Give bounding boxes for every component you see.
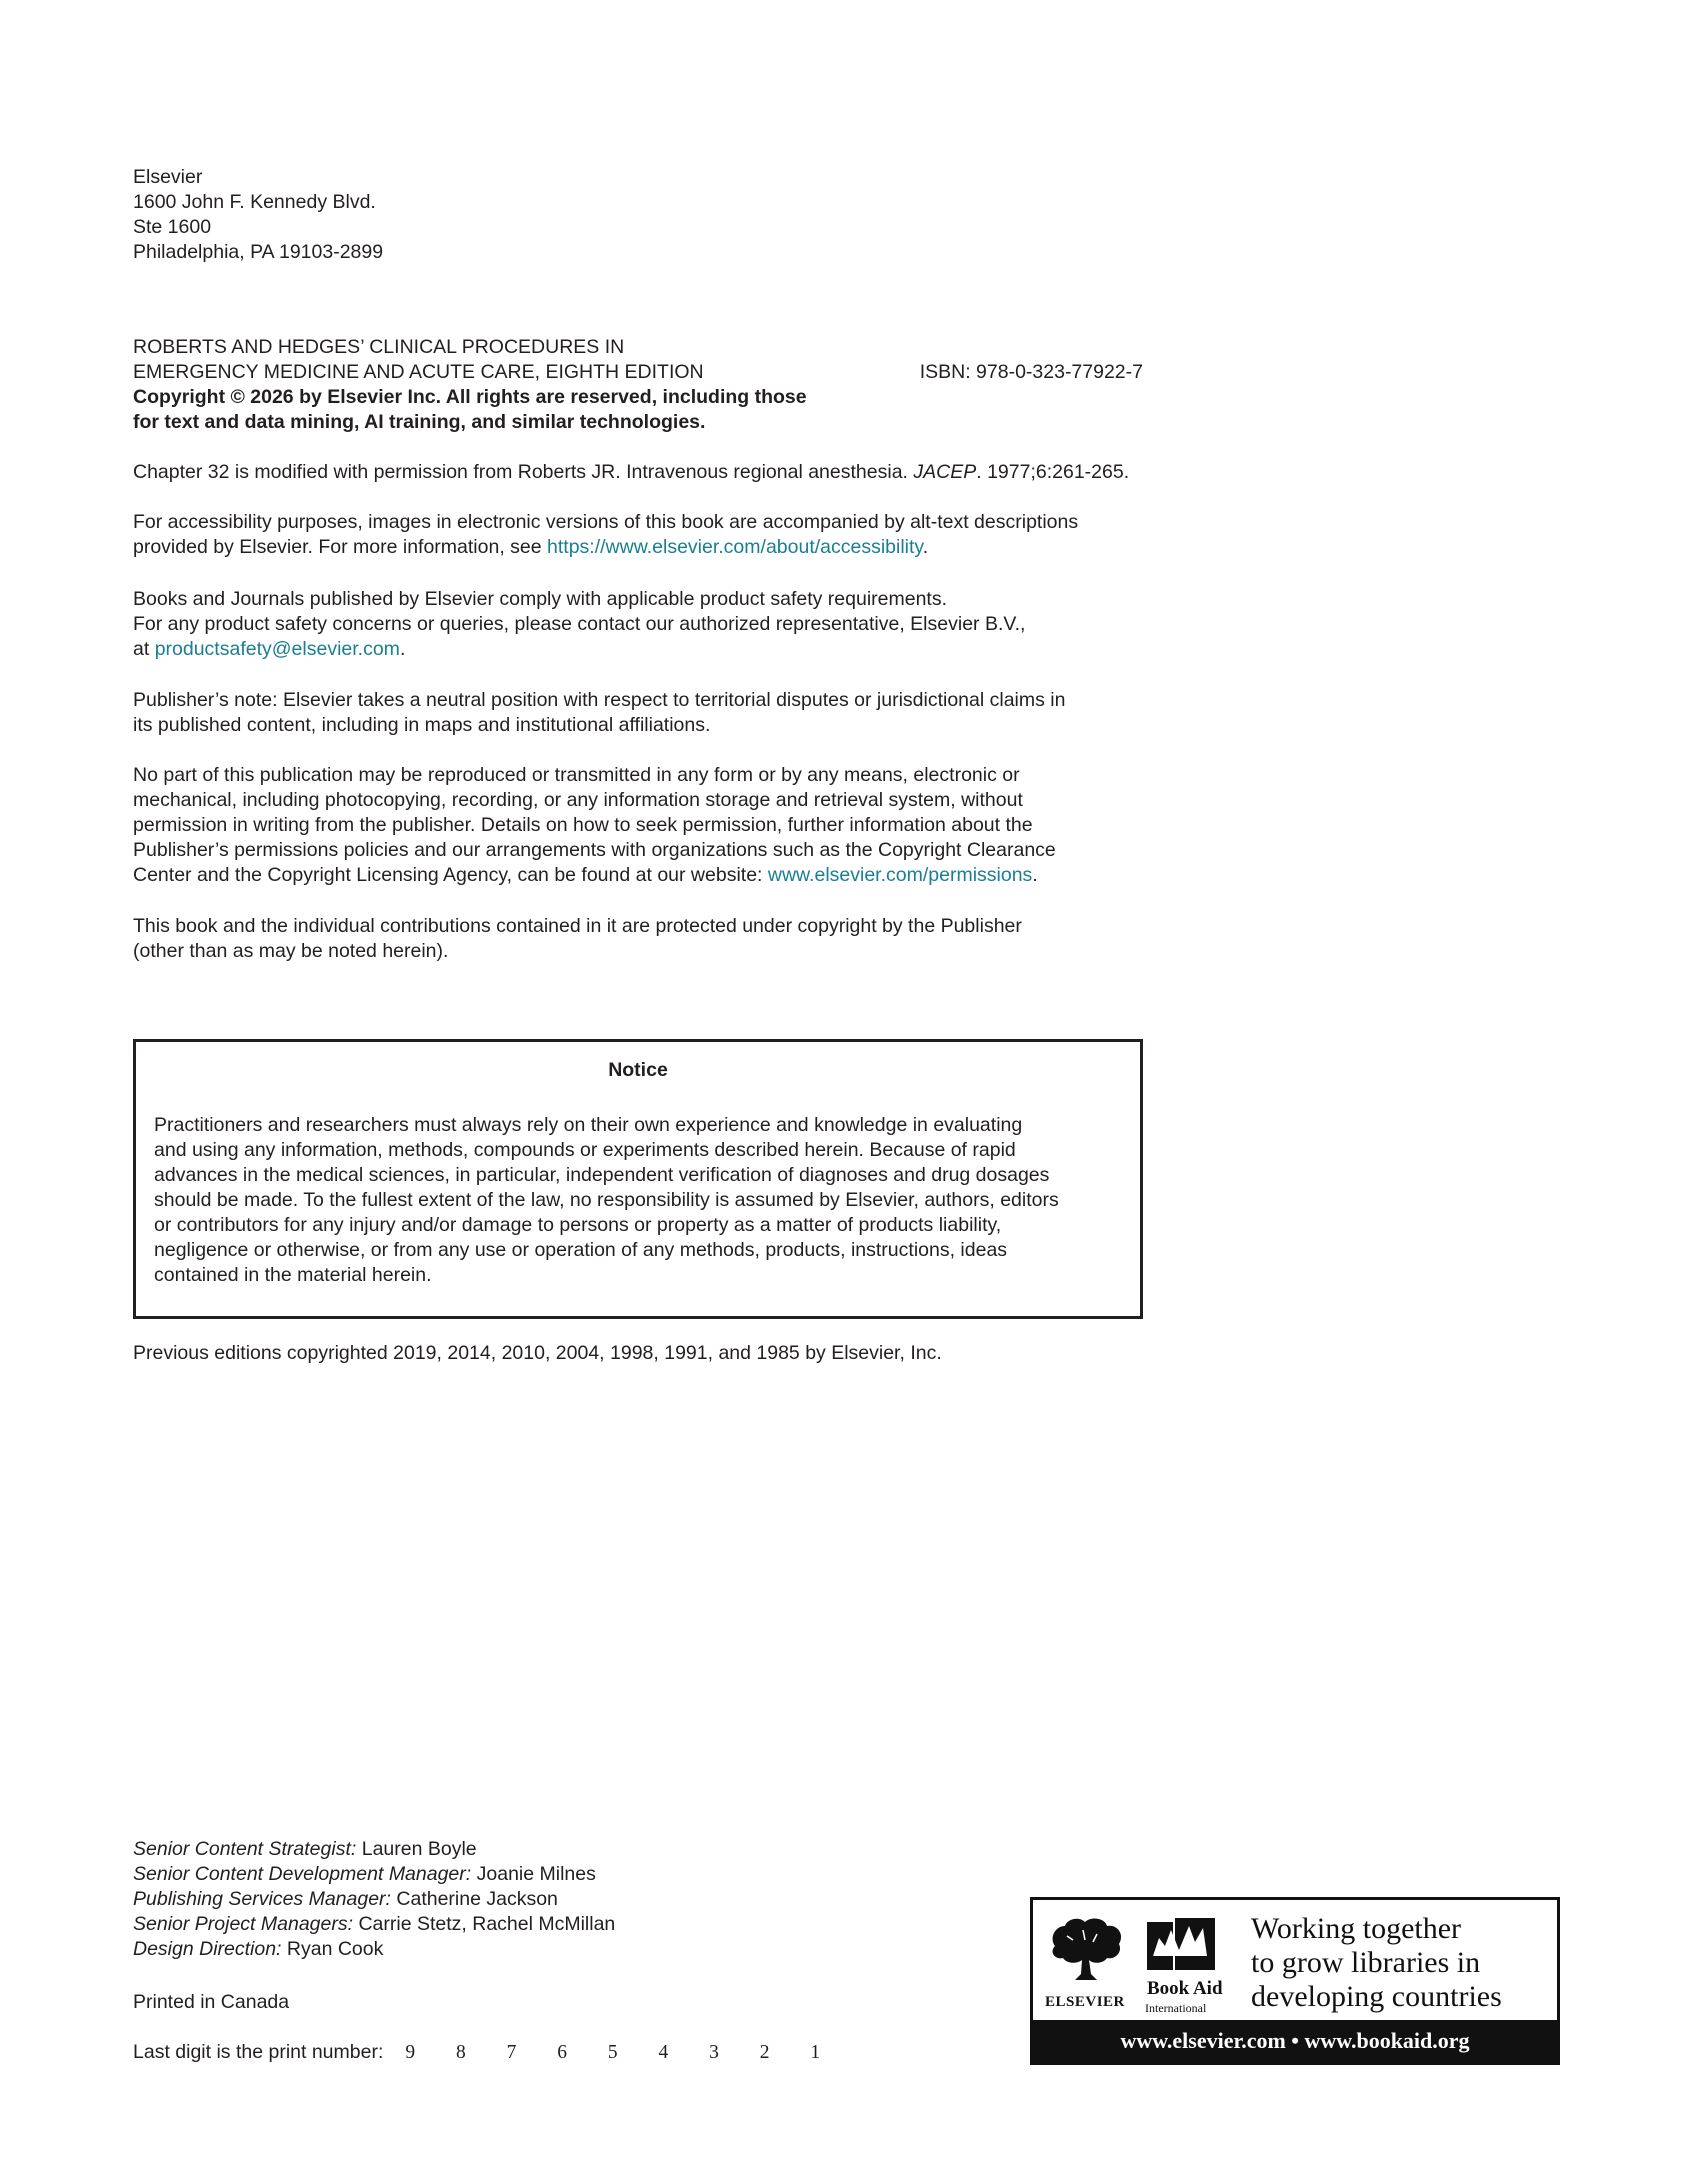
notice-body <box>154 1113 1122 1288</box>
credit-line <box>133 1912 833 1937</box>
credit-name: Lauren Boyle <box>361 1838 477 1860</box>
notice-title: Notice <box>608 1059 668 1081</box>
notice-line: negligence or otherwise, or from any use or operation of any methods, products, instructions, ideas <box>154 1239 1008 1261</box>
publishers-note-line: Publisher’s note: Elsevier takes a neutral position with respect to territorial disputes or jurisdictional claims in <box>133 689 1066 711</box>
safety-line: at <box>133 638 150 660</box>
credit-role: Senior Content Strategist: <box>133 1838 357 1860</box>
credit-name: Ryan Cook <box>286 1938 384 1960</box>
previous-editions: Previous editions copyrighted 2019, 2014, 2010, 2004, 1998, 1991, and 1985 by Elsevier, Inc. <box>133 1342 942 1364</box>
printed-in: Printed in Canada <box>133 1991 290 2013</box>
slogan-line: to grow libraries in <box>1251 1946 1481 1979</box>
credit-role: Publishing Services Manager: <box>133 1888 391 1910</box>
rights-line: Center and the Copyright Licensing Agency, can be found at our website: <box>133 864 763 886</box>
journal-name: JACEP <box>913 461 977 483</box>
safety-email-link[interactable]: productsafety@elsevier.com <box>154 638 400 660</box>
elsevier-wordmark: ELSEVIER <box>1045 1994 1125 2010</box>
notice-box <box>133 1039 1143 1319</box>
credits-list <box>133 1837 833 1962</box>
bookaid-logo-top <box>1033 1900 1557 2020</box>
rights-line: mechanical, including photocopying, recording, or any information storage and retrieval system, without <box>133 789 1023 811</box>
book-title-line: ROBERTS AND HEDGES’ CLINICAL PROCEDURES IN <box>133 336 625 358</box>
accessibility-line: provided by Elsevier. For more information, see <box>133 536 542 558</box>
protection-line: (other than as may be noted herein). <box>133 940 449 962</box>
punctuation: . <box>399 638 406 660</box>
credit-line <box>133 1887 833 1912</box>
print-number-line <box>133 2040 838 2065</box>
accessibility-link[interactable]: https://www.elsevier.com/about/accessibility <box>547 536 923 558</box>
accessibility-note <box>133 510 1143 560</box>
isbn: ISBN: 978-0-323-77922-7 <box>919 361 1143 383</box>
safety-line: Books and Journals published by Elsevier comply with applicable product safety requirements. <box>133 588 948 610</box>
accessibility-line: For accessibility purposes, images in electronic versions of this book are accompanied by alt-text descriptions <box>133 511 1079 533</box>
publisher-address <box>133 165 633 265</box>
copyright-protection-note <box>133 914 1143 964</box>
address-line: Philadelphia, PA 19103-2899 <box>133 241 384 263</box>
notice-line: and using any information, methods, compounds or experiments described herein. Because of rapid <box>154 1139 1016 1161</box>
credit-line <box>133 1862 833 1887</box>
chapter-note-text: Chapter 32 is modified with permission from Roberts JR. Intravenous regional anesthesia. <box>133 461 908 483</box>
credit-role: Senior Project Managers: <box>133 1913 354 1935</box>
credit-line <box>133 1837 833 1862</box>
rights-statement <box>133 763 1143 888</box>
bookaid-logo-box <box>1030 1897 1560 2065</box>
copyright-line: Copyright © 2026 by Elsevier Inc. All rights are reserved, including those <box>133 386 807 408</box>
notice-line: should be made. To the fullest extent of the law, no responsibility is assumed by Elsevier, authors, editors <box>154 1189 1059 1211</box>
address-line: Elsevier <box>133 166 203 188</box>
rights-line: Publisher’s permissions policies and our arrangements with organizations such as the Copyright Clearance <box>133 839 1056 861</box>
credit-name: Carrie Stetz, Rachel McMillan <box>358 1913 616 1935</box>
rights-line: No part of this publication may be reproduced or transmitted in any form or by any means, electronic or <box>133 764 1020 786</box>
credit-name: Catherine Jackson <box>396 1888 558 1910</box>
protection-line: This book and the individual contributions contained in it are protected under copyright by the Publisher <box>133 915 1022 937</box>
chapter-permission-note <box>133 460 1143 485</box>
notice-line: advances in the medical sciences, in particular, independent verification of diagnoses and drug dosages <box>154 1164 1050 1186</box>
address-line: 1600 John F. Kennedy Blvd. <box>133 191 376 213</box>
bookaid-subword: International <box>1145 2001 1207 2015</box>
credit-role: Senior Content Development Manager: <box>133 1863 472 1885</box>
safety-line: For any product safety concerns or queries, please contact our authorized representative, Elsevier B.V., <box>133 613 1026 635</box>
punctuation: . <box>1032 864 1038 886</box>
slogan-line: Working together <box>1251 1912 1462 1945</box>
book-title-block <box>133 335 1143 435</box>
credit-role: Design Direction: <box>133 1938 282 1960</box>
rights-line: permission in writing from the publisher. Details on how to seek permission, further information about the <box>133 814 1033 836</box>
credit-name: Joanie Milnes <box>476 1863 596 1885</box>
notice-line: or contributors for any injury and/or damage to persons or property as a matter of products liability, <box>154 1214 1002 1236</box>
address-line: Ste 1600 <box>133 216 212 238</box>
publishers-note <box>133 688 1143 738</box>
citation: . 1977;6:261-265. <box>976 461 1130 483</box>
credit-line <box>133 1937 833 1962</box>
notice-line: contained in the material herein. <box>154 1264 432 1286</box>
print-number-digits: 9 8 7 6 5 4 3 2 1 <box>405 2042 839 2063</box>
copyright-line: for text and data mining, AI training, and similar technologies. <box>133 411 706 433</box>
bookaid-hand-icon <box>1145 1916 1217 1972</box>
punctuation: . <box>922 536 929 558</box>
notice-line: Practitioners and researchers must always rely on their own experience and knowledge in evaluating <box>154 1114 1023 1136</box>
slogan-line: developing countries <box>1251 1980 1502 2013</box>
permissions-link[interactable]: www.elsevier.com/permissions <box>767 864 1033 886</box>
bookaid-word: Book Aid <box>1147 1978 1223 1999</box>
book-title-line: EMERGENCY MEDICINE AND ACUTE CARE, EIGHTH EDITION <box>133 361 704 383</box>
product-safety-note <box>133 587 1143 662</box>
publishers-note-line: its published content, including in maps and institutional affiliations. <box>133 714 711 736</box>
print-number-label: Last digit is the print number: <box>133 2041 384 2063</box>
bookaid-slogan <box>1251 1912 1551 2014</box>
elsevier-tree-icon <box>1047 1916 1125 1982</box>
bookaid-urls: www.elsevier.com • www.bookaid.org <box>1033 2020 1557 2062</box>
